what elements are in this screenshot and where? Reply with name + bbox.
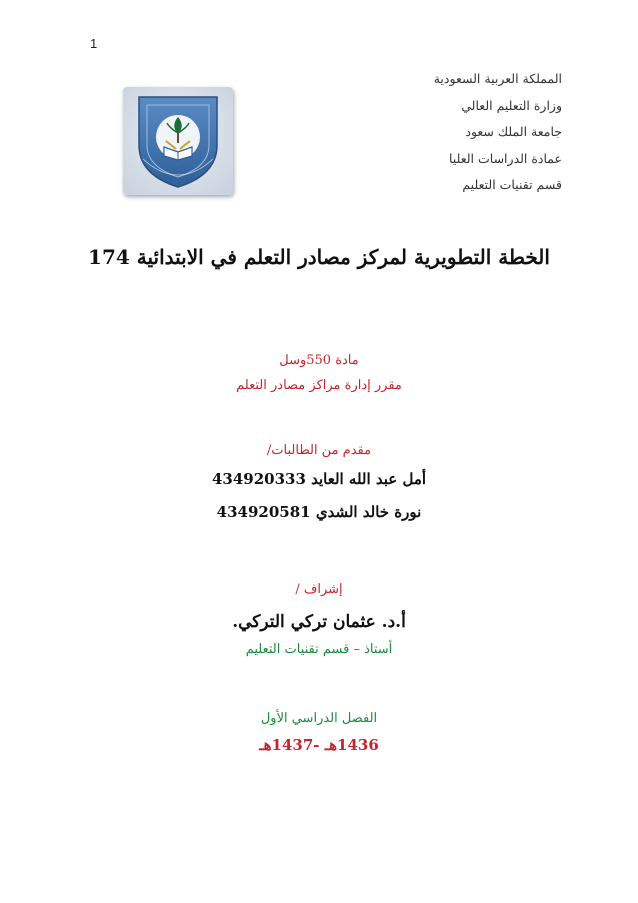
supervisor-name: أ.د. عثمان تركي التركي. xyxy=(232,612,406,632)
ministry-header xyxy=(332,66,562,199)
supervision-label: إشراف / xyxy=(295,582,343,597)
header-line-kingdom: المملكة العربية السعودية xyxy=(433,71,562,86)
header-line-department: قسم تقنيات التعليم xyxy=(462,177,562,192)
student-name-2: نورة خالد الشدي 434920581 xyxy=(216,503,422,521)
university-seal-icon xyxy=(123,87,233,195)
header-line-deanship: عمادة الدراسات العليا xyxy=(449,150,562,166)
student-name-1: أمل عبد الله العايد 434920333 xyxy=(211,470,427,488)
supervisor-role: أستاذ – قسم تقنيات التعليم xyxy=(245,642,393,657)
course-code: مادة 550وسل xyxy=(279,353,359,368)
semester-label: الفصل الدراسي الأول xyxy=(260,711,378,726)
page-number: 1 xyxy=(90,36,98,51)
academic-year: 1436هـ -1437هـ xyxy=(259,736,379,754)
header-line-ministry: وزارة التعليم العالي xyxy=(461,97,562,113)
header-line-university: جامعة الملك سعود xyxy=(465,124,562,139)
university-logo xyxy=(123,87,233,195)
submitted-by-label: مقدم من الطالبات/ xyxy=(266,443,372,458)
course-name: مقرر إدارة مراكز مصادر التعلم xyxy=(236,378,402,393)
document-title: الخطة التطويرية لمركز مصادر التعلم في الابتدائية 174 xyxy=(88,245,550,269)
